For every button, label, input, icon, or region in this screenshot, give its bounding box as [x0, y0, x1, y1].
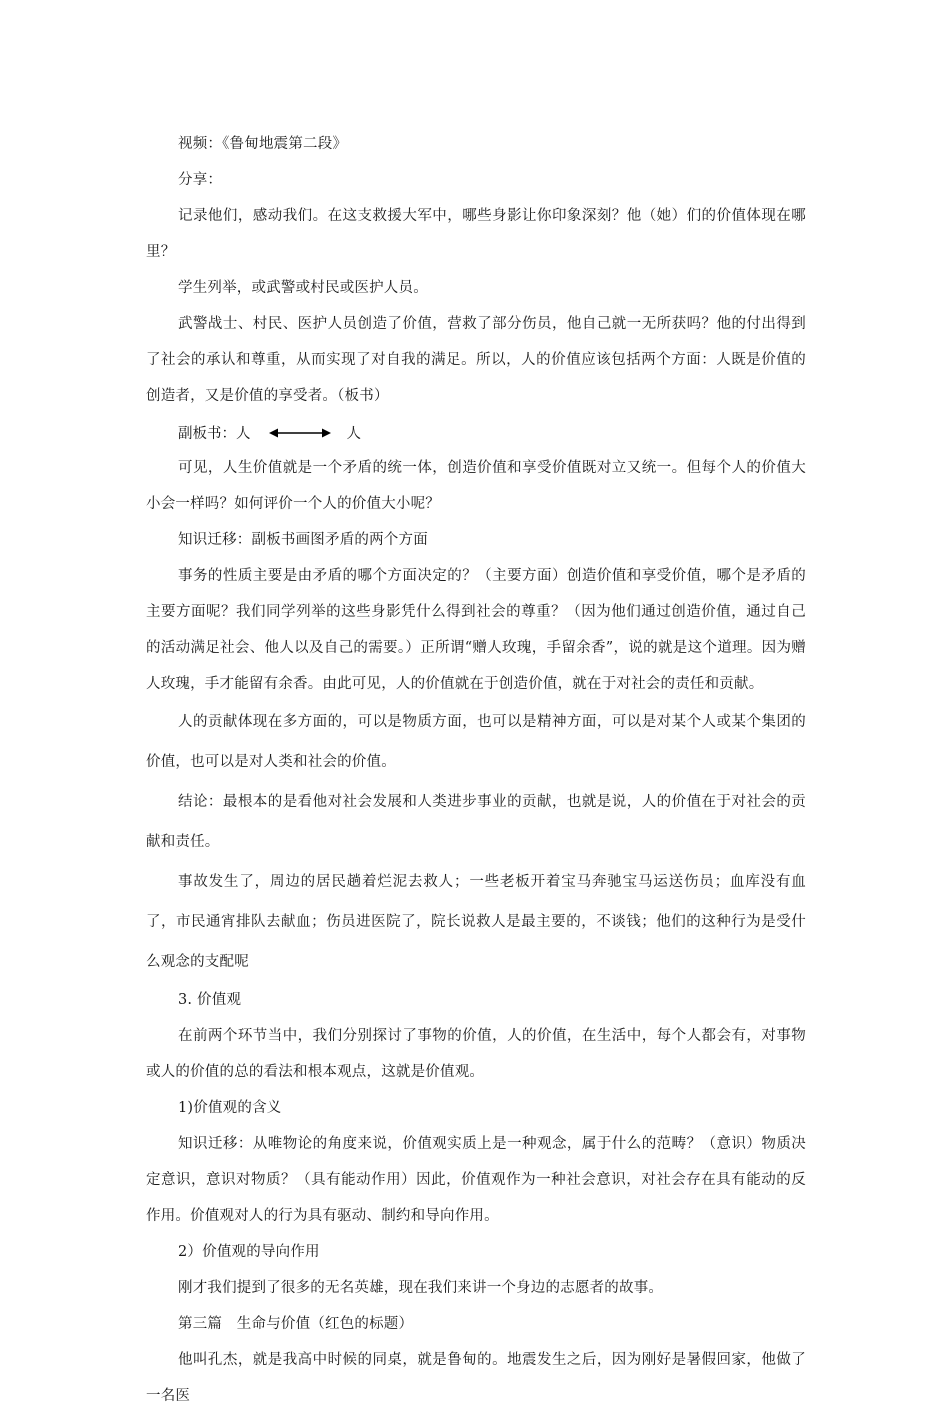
paragraph-contribution: 人的贡献体现在多方面的，可以是物质方面，也可以是精神方面，可以是对某个人或某个集团的价值，也可以是对人类和社会的价值。 [146, 714, 806, 770]
paragraph-students: 学生列举，或武警或村民或医护人员。 [178, 280, 428, 296]
side-board-diagram [146, 414, 806, 450]
paragraph-video: 视频：《鲁甸地震第二段》 [178, 136, 348, 152]
paragraph-knowledge-transfer-2: 知识迁移：从唯物论的角度来说，价值观实质上是一种观念，属于什么的范畴？（意识）物质决定意识，意识对物质？（具有能动作用）因此，价值观作为一种社会意识，对社会存在具有能动的反作用。价值观对人的行为具有驱动、制约和导向作用。 [146, 1136, 806, 1224]
diagram-right-label: 人 [346, 425, 361, 442]
paragraph-main-aspect: 事务的性质主要是由矛盾的哪个方面决定的？（主要方面）创造价值和享受价值，哪个是矛盾的主要方面呢？我们同学列举的这些身影凭什么得到社会的尊重？（因为他们通过创造价值，通过自己的活动满足社会、他人以及自己的需要。）正所谓“赠人玫瑰，手留余香”，说的就是这个道理。因为赠人玫瑰，手才能留有余香。由此可见，人的价值就在于创造价值，就在于对社会的责任和贡献。 [146, 568, 806, 692]
document-body [146, 126, 806, 1414]
paragraph-contradiction: 可见，人生价值就是一个矛盾的统一体，创造价值和享受价值既对立又统一。但每个人的价值大小会一样吗？如何评价一个人的价值大小呢？ [146, 460, 806, 512]
double-arrow-icon [269, 426, 331, 440]
heading-values-guidance: 2）价值观的导向作用 [178, 1244, 320, 1260]
paragraph-question: 记录他们，感动我们。在这支救援大军中，哪些身影让你印象深刻？他（她）们的价值体现在哪里？ [146, 208, 806, 260]
paragraph-share: 分享： [178, 172, 223, 188]
paragraph-knowledge-transfer-1: 知识迁移：副板书画图矛盾的两个方面 [178, 532, 428, 548]
paragraph-accident: 事故发生了，周边的居民趟着烂泥去救人；一些老板开着宝马奔驰宝马运送伤员；血库没有血了，市民通宵排队去献血；伤员进医院了，院长说救人是最主要的，不谈钱；他们的这种行为是受什么观念的支配呢 [146, 874, 806, 970]
diagram-left-label: 副板书：人 [178, 425, 251, 442]
paragraph-heroes: 刚才我们提到了很多的无名英雄，现在我们来讲一个身边的志愿者的故事。 [178, 1280, 664, 1296]
heading-values: 3. 价值观 [178, 992, 242, 1008]
paragraph-kongjie: 他叫孔杰，就是我高中时候的同桌，就是鲁甸的。地震发生之后，因为刚好是暑假回家，他做了一名医 [146, 1352, 806, 1404]
paragraph-values-intro: 在前两个环节当中，我们分别探讨了事物的价值，人的价值，在生活中，每个人都会有，对事物或人的价值的总的看法和根本观点，这就是价值观。 [146, 1028, 806, 1080]
paragraph-conclusion: 结论：最根本的是看他对社会发展和人类进步事业的贡献，也就是说，人的价值在于对社会的贡献和责任。 [146, 794, 806, 850]
paragraph-value-two-aspects: 武警战士、村民、医护人员创造了价值，营救了部分伤员，他自己就一无所获吗？他的付出得到了社会的承认和尊重，从而实现了对自我的满足。所以，人的价值应该包括两个方面：人既是价值的创造者，又是价值的享受者。（板书） [146, 316, 806, 404]
heading-values-meaning: 1)价值观的含义 [178, 1100, 282, 1116]
heading-chapter-three: 第三篇 生命与价值（红色的标题） [178, 1316, 414, 1332]
